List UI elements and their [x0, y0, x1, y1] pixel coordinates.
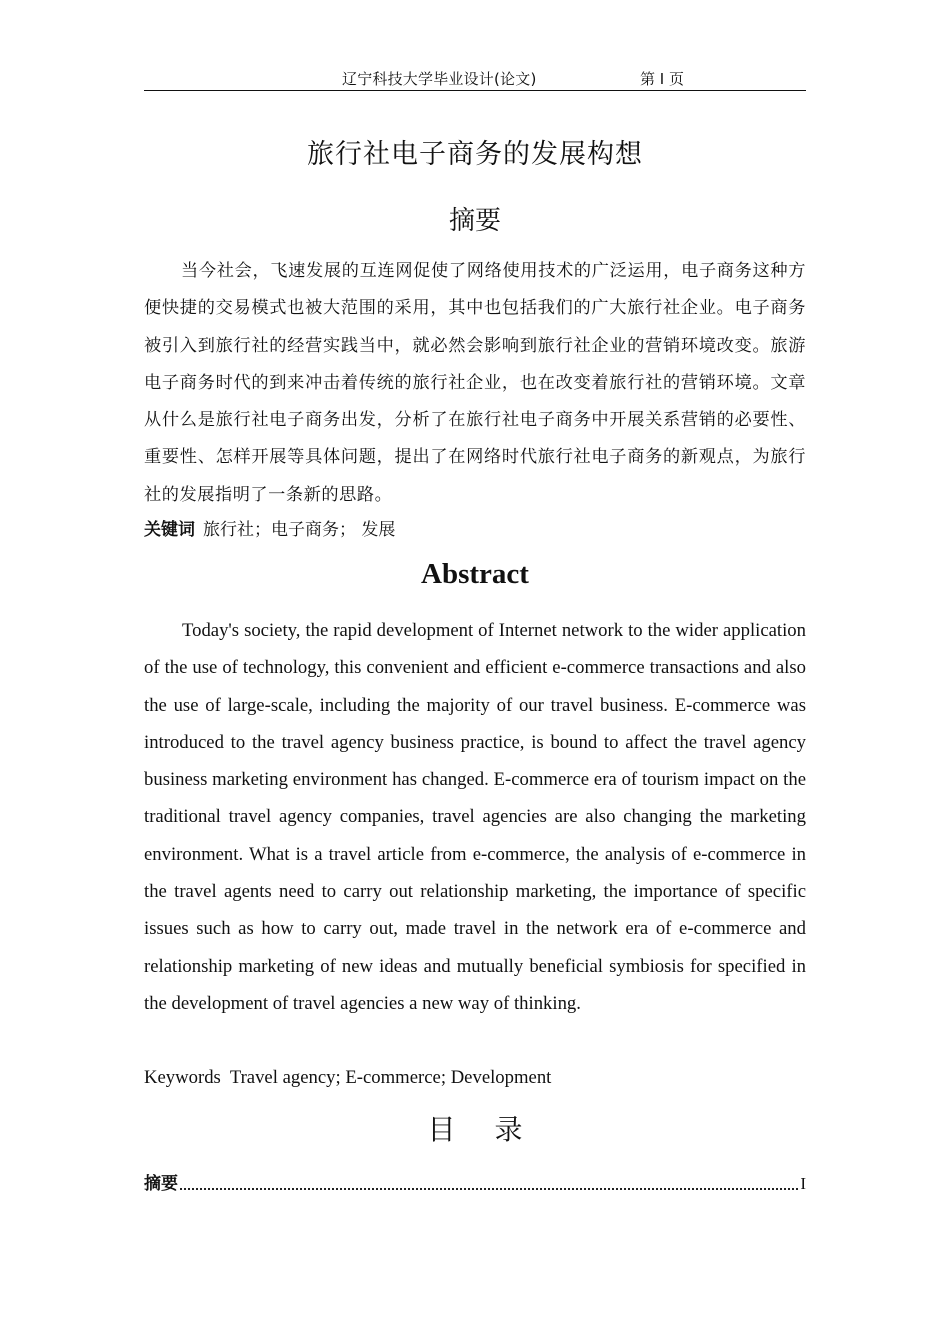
toc-entry-page: I [800, 1174, 806, 1193]
abstract-en-keywords: Keywords Travel agency; E-commerce; Development [144, 1067, 552, 1088]
abstract-en-heading: Abstract [421, 558, 529, 590]
toc-entry[interactable] [144, 1168, 806, 1196]
keywords-cn-label: 关键词 [144, 520, 195, 540]
abstract-en-body: Today's society, the rapid development of Internet network to the wider application of the use of technology, this convenient and efficient e-commerce transactions and also the use of large-scale, including the majority of our travel business. E-commerce was introduced to the travel agency business practice, is bound to affect the travel agency business marketing environment has changed. E-commerce era of tourism impact on the traditional travel agency companies, travel agencies are also changing the marketing environment. What is a travel article from e-commerce, the analysis of e-commerce in the travel agents need to carry out relationship marketing, the importance of specific issues such as how to carry out, made travel in the network era of e-commerce and relationship marketing of new ideas and mutually beneficial symbiosis for specified in the development of travel agencies a new way of thinking. [144, 620, 806, 1014]
page-header [144, 66, 806, 91]
toc-dot-leader [180, 1187, 798, 1190]
toc-heading: 目 录 [427, 1113, 523, 1146]
abstract-cn-body: 当今社会，飞速发展的互连网促使了网络使用技术的广泛运用，电子商务这种方便快捷的交易模式也被大范围的采用，其中也包括我们的广大旅行社企业。电子商务被引入到旅行社的经营实践当中，就必然会影响到旅行社企业的营销环境改变。旅游电子商务时代的到来冲击着传统的旅行社企业，也在改变着旅行社的营销环境。文章从什么是旅行社电子商务出发，分析了在旅行社电子商务中开展关系营销的必要性、重要性、怎样开展等具体问题，提出了在网络时代旅行社电子商务的新观点，为旅行社的发展指明了一条新的思路。 [144, 261, 806, 505]
abstract-cn-keywords [144, 514, 806, 546]
thesis-title: 旅行社电子商务的发展构想 [307, 139, 643, 170]
header-school-name: 辽宁科技大学毕业设计(论文) [342, 70, 537, 88]
header-page-number: 第 I 页 [640, 70, 684, 88]
toc-entry-label: 摘要 [144, 1174, 178, 1194]
abstract-cn-heading: 摘要 [448, 206, 501, 236]
keywords-cn-values: 旅行社；电子商务； 发展 [203, 520, 396, 540]
